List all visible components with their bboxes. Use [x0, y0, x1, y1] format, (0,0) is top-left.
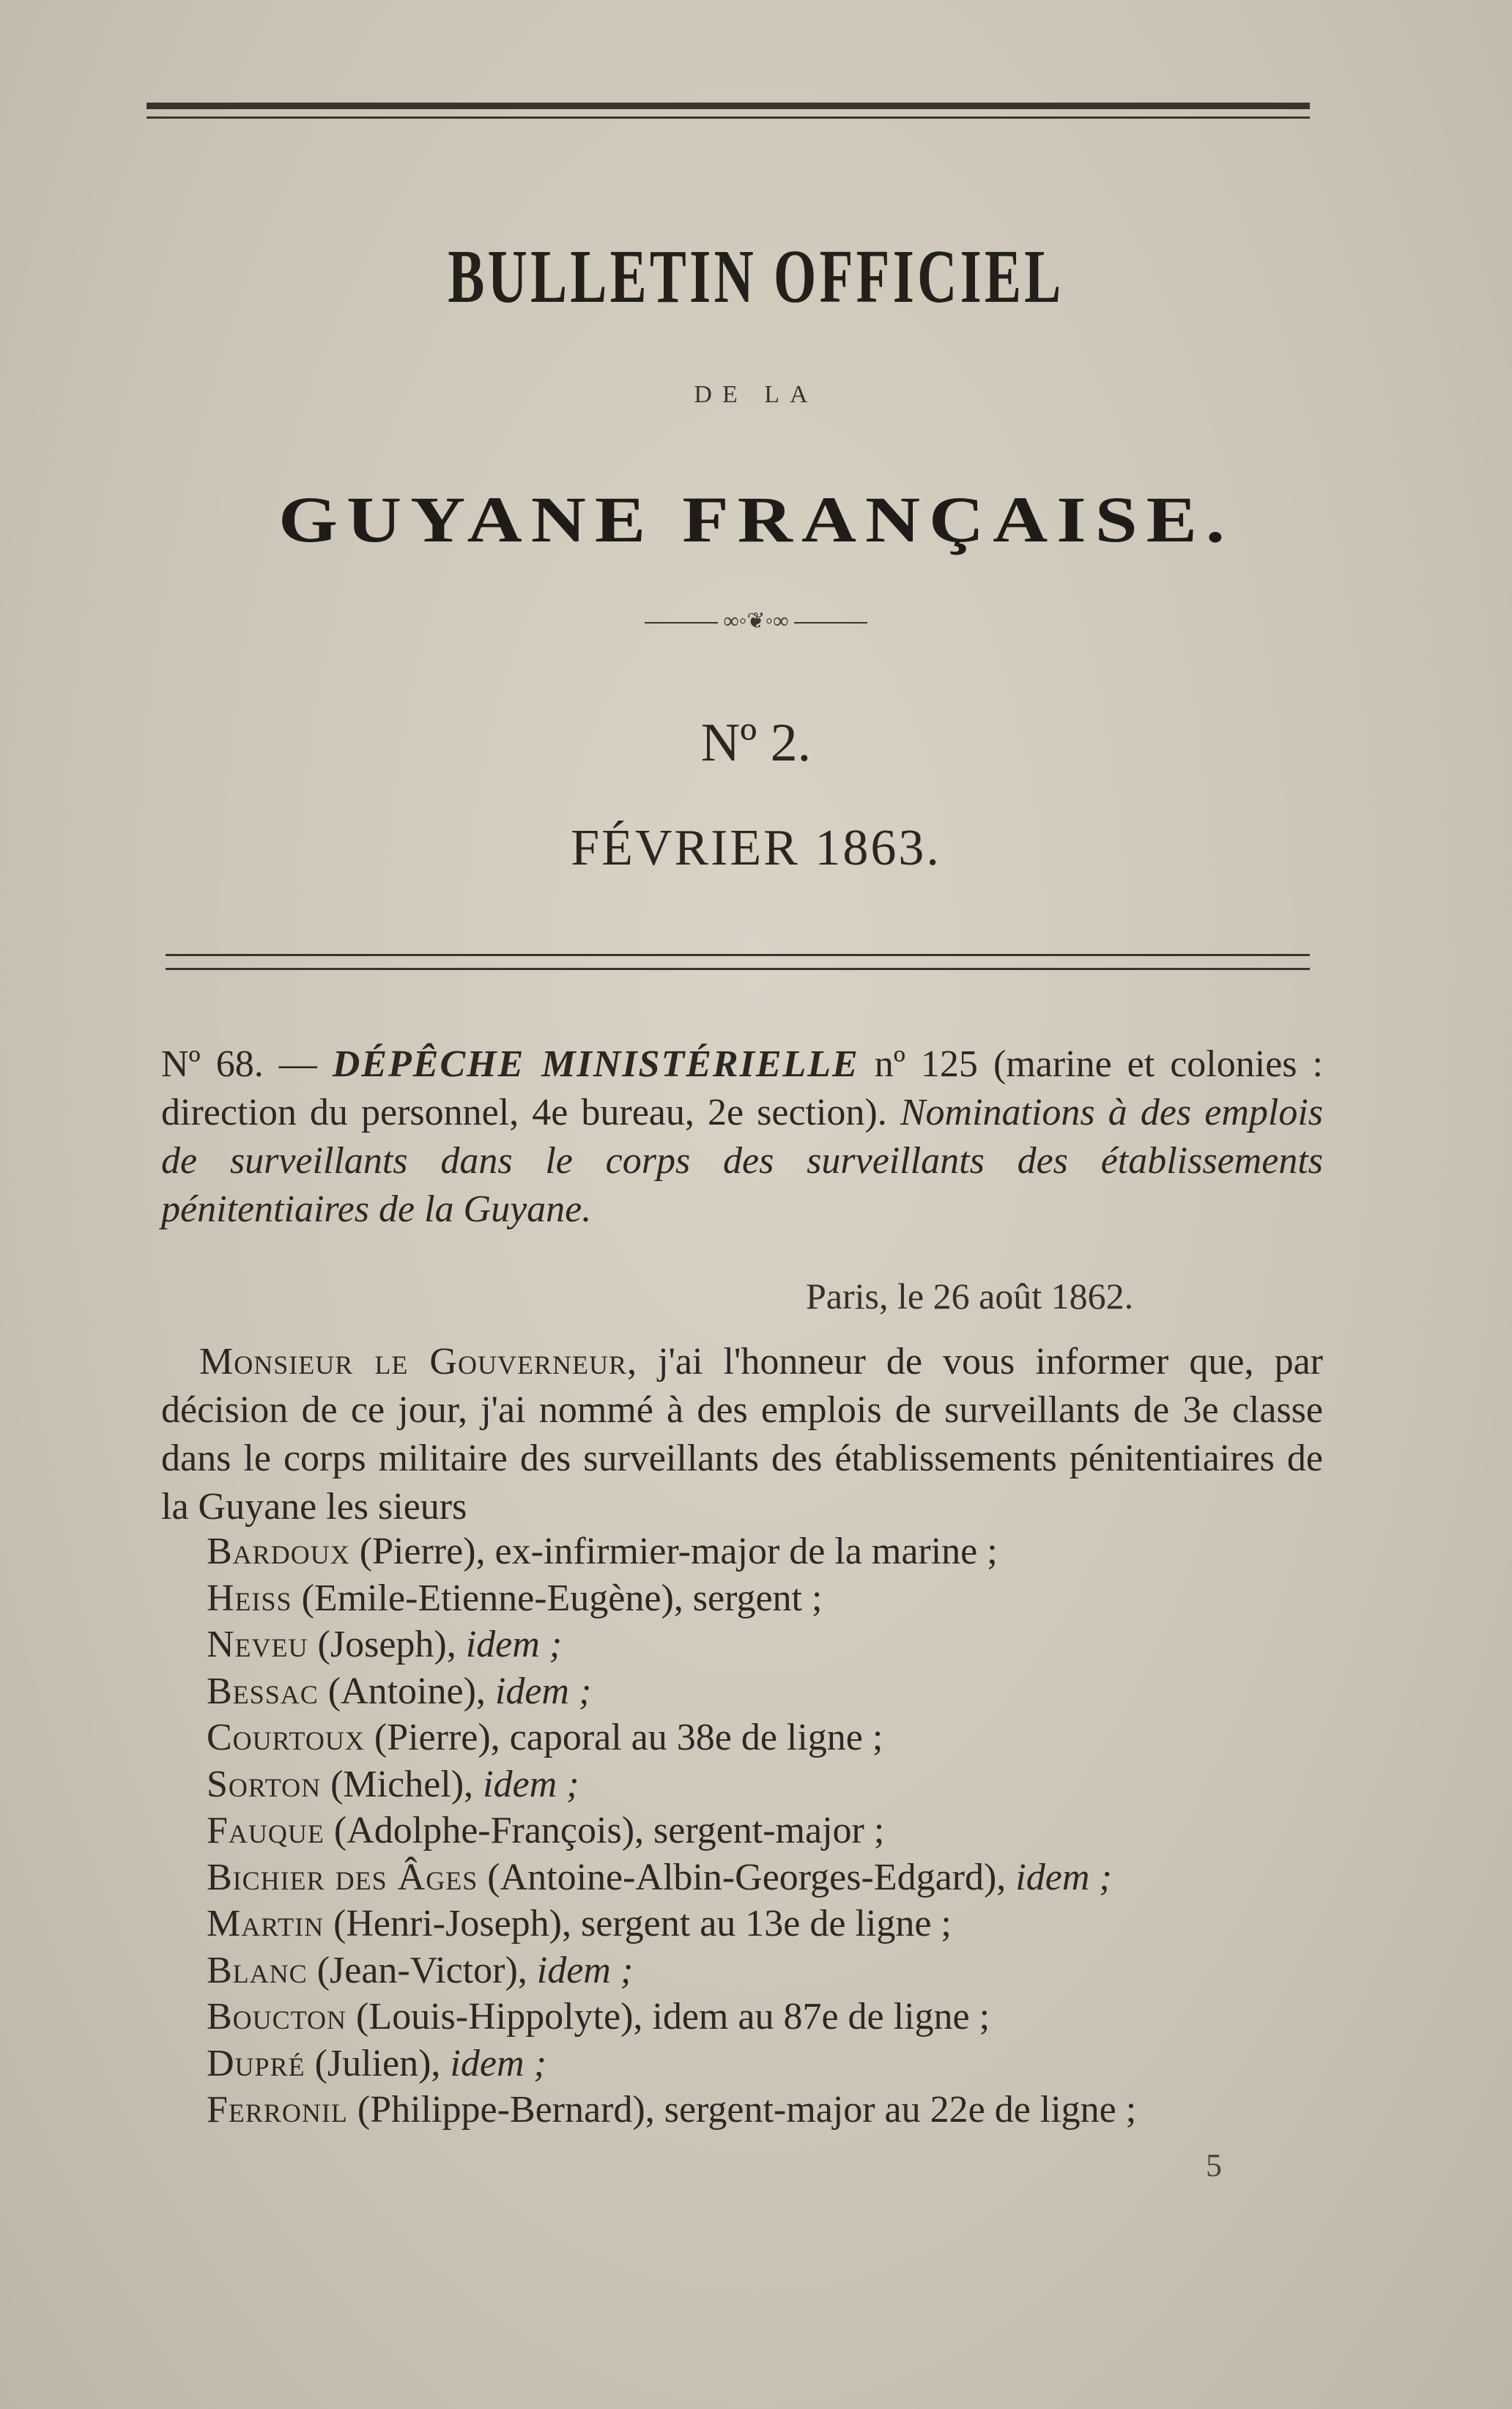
nominee-surname: Boucton: [207, 1996, 347, 2038]
nominee-surname: Bessac: [207, 1670, 319, 1712]
nominee-row: [207, 1668, 1136, 1715]
article-number: Nº 68. —: [161, 1043, 317, 1085]
nominee-given-names: (Pierre),: [359, 1531, 486, 1572]
nominee-row: [207, 1854, 1136, 1901]
article-reference: nº 125 (marine et colonies : direction du personnel, 4e bureau, 2e section).: [161, 1043, 1323, 1133]
nominee-rank-note: caporal au 38e de ligne ;: [509, 1717, 883, 1758]
nominee-surname: Martin: [207, 1903, 325, 1944]
page-number: 5: [1206, 2147, 1222, 2183]
article-summary: Nominations à des emplois de surveillants dans le corps des surveillants des établissements pénitentiaires de la Guyane.: [161, 1092, 1323, 1230]
nominee-given-names: (Joseph),: [317, 1624, 456, 1665]
nominee-surname: Ferronil: [207, 2089, 348, 2131]
title-connector: DE LA: [694, 381, 818, 408]
nominee-surname: Bichier des Âges: [207, 1856, 478, 1898]
nominee-rank-note: idem ;: [494, 1670, 592, 1712]
body-text: j'ai l'honneur de vous informer que, par décision de ce jour, j'ai nommé à des emplois de surveillants de 3e classe dans le corps militaire des surveillants des établissements pénitentiaires de la Guyane les sieurs: [161, 1341, 1323, 1528]
nominee-surname: Sorton: [207, 1763, 322, 1805]
nominee-surname: Heiss: [207, 1577, 292, 1619]
nominee-rank-note: sergent-major ;: [653, 1810, 885, 1851]
nominee-rank-note: idem ;: [465, 1624, 563, 1665]
ornament-divider: [0, 608, 1512, 634]
colony-title: GUYANE FRANÇAISE.: [278, 484, 1234, 556]
issue-month: FÉVRIER 1863.: [571, 820, 941, 876]
nominee-surname: Bardoux: [207, 1531, 350, 1572]
nominee-given-names: (Henri-Joseph),: [333, 1903, 571, 1944]
ornament-line-right: [794, 622, 867, 623]
nominee-rank-note: sergent-major au 22e de ligne ;: [664, 2089, 1137, 2131]
nominee-row: [207, 1807, 1136, 1854]
nominee-row: [207, 2040, 1136, 2087]
article-type: DÉPÊCHE MINISTÉRIELLE: [332, 1043, 859, 1085]
nominee-given-names: (Louis-Hippolyte),: [356, 1996, 643, 2038]
nominee-rank-note: idem ;: [536, 1949, 634, 1991]
nominee-rank-note: idem ;: [450, 2042, 546, 2084]
nominee-given-names: (Michel),: [330, 1763, 474, 1805]
nominee-surname: Dupré: [207, 2042, 305, 2084]
nominee-rank-note: sergent ;: [692, 1577, 823, 1619]
nominee-row: [207, 1528, 1136, 1575]
top-double-rule: [147, 103, 1310, 119]
section-double-rule: [166, 954, 1310, 970]
nominee-given-names: (Emile-Etienne-Eugène),: [301, 1577, 683, 1619]
nominee-row: [207, 1947, 1136, 1994]
dateline: Paris, le 26 août 1862.: [806, 1276, 1134, 1317]
ornament-line-left: [645, 622, 718, 623]
nominee-given-names: (Adolphe-François),: [333, 1810, 645, 1851]
nominee-list: [207, 1528, 1136, 2134]
nominee-surname: Fauque: [207, 1810, 325, 1851]
nominee-given-names: (Jean-Victor),: [316, 1949, 527, 1991]
nominee-row: [207, 2087, 1136, 2134]
nominee-row: [207, 1994, 1136, 2040]
nominee-surname: Neveu: [207, 1624, 308, 1665]
article-heading: [161, 1040, 1323, 1234]
letter-body: [161, 1338, 1323, 1531]
salutation: Monsieur le Gouverneur,: [199, 1341, 637, 1383]
nominee-given-names: (Pierre),: [374, 1717, 500, 1758]
nominee-surname: Courtoux: [207, 1717, 365, 1758]
nominee-given-names: (Antoine),: [327, 1670, 486, 1712]
nominee-rank-note: idem au 87e de ligne ;: [652, 1996, 990, 2038]
nominee-rank-note: idem ;: [483, 1763, 579, 1805]
nominee-rank-note: ex-infirmier-major de la marine ;: [494, 1531, 998, 1572]
fleuron-icon: ∞◦❦◦∞: [723, 609, 789, 633]
nominee-row: [207, 1901, 1136, 1947]
nominee-surname: Blanc: [207, 1949, 308, 1991]
issue-number: Nº 2.: [700, 713, 812, 773]
nominee-given-names: (Julien),: [314, 2042, 441, 2084]
nominee-rank-note: idem ;: [1015, 1856, 1112, 1898]
nominee-given-names: (Philippe-Bernard),: [357, 2089, 655, 2131]
nominee-row: [207, 1575, 1136, 1622]
nominee-rank-note: sergent au 13e de ligne ;: [580, 1903, 952, 1944]
nominee-given-names: (Antoine-Albin-Georges-Edgard),: [487, 1856, 1007, 1898]
nominee-row: [207, 1714, 1136, 1761]
bulletin-title: BULLETIN OFFICIEL: [448, 234, 1064, 319]
nominee-row: [207, 1761, 1136, 1808]
nominee-row: [207, 1621, 1136, 1668]
